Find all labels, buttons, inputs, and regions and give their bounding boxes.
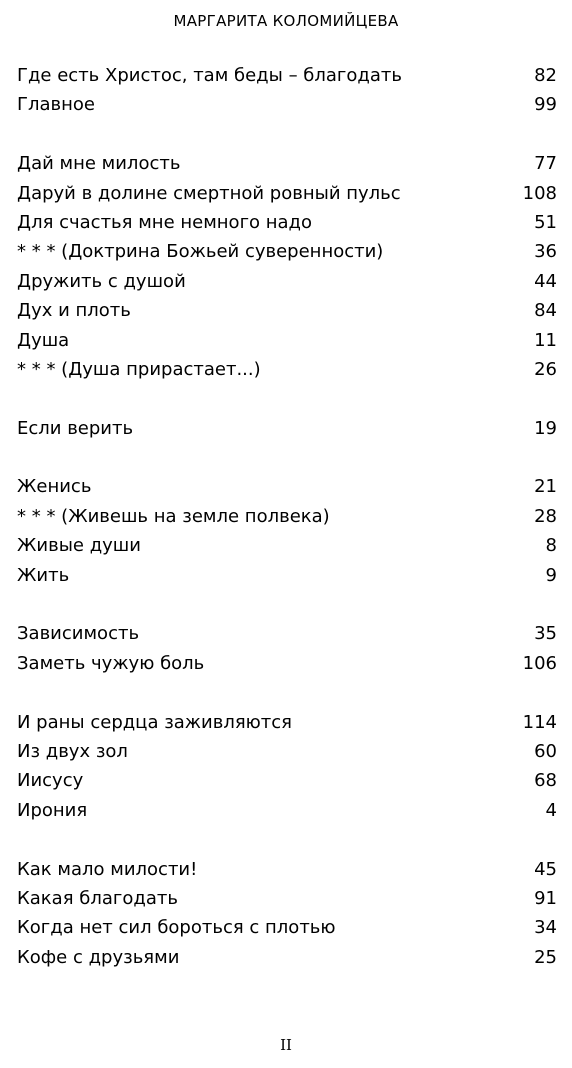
toc-group-spacer bbox=[17, 443, 557, 472]
toc-entry-title: Кофе с друзьями bbox=[17, 946, 180, 968]
toc-entry-title: Женись bbox=[17, 476, 92, 498]
toc-entry-title: Живые души bbox=[17, 535, 141, 557]
toc-entry bbox=[17, 237, 557, 266]
toc-entry bbox=[17, 855, 557, 884]
toc-entry-title: * * * (Живешь на земле полвека) bbox=[17, 505, 330, 527]
toc-entry-title: Зависимость bbox=[17, 623, 140, 645]
toc-group-spacer bbox=[17, 678, 557, 707]
toc-entry bbox=[17, 796, 557, 825]
toc-entry-page: 51 bbox=[534, 211, 557, 233]
toc-entry bbox=[17, 561, 557, 590]
toc-entry-title: Дружить с душой bbox=[17, 270, 186, 292]
toc-entry-page: 106 bbox=[522, 652, 557, 674]
toc-entry-title: Даруй в долине смертной ровный пульс bbox=[17, 182, 401, 204]
toc-entry-title: Иисусу bbox=[17, 770, 84, 792]
toc-entry-title: Какая благодать bbox=[17, 887, 178, 909]
toc-entry bbox=[17, 884, 557, 913]
toc-entry bbox=[17, 766, 557, 795]
toc-entry-title: И раны сердца заживляются bbox=[17, 711, 293, 733]
toc-entry bbox=[17, 619, 557, 648]
toc-entry-title: Дай мне милость bbox=[17, 153, 181, 175]
toc-entry bbox=[17, 502, 557, 531]
toc-group-spacer bbox=[17, 825, 557, 854]
toc-entry-page: 35 bbox=[534, 623, 557, 645]
toc-entry bbox=[17, 149, 557, 178]
toc-entry-title: Главное bbox=[17, 94, 95, 116]
toc-entry bbox=[17, 708, 557, 737]
toc-entry-page: 28 bbox=[534, 505, 557, 527]
toc-entry bbox=[17, 414, 557, 443]
toc-entry bbox=[17, 531, 557, 560]
toc-entry-page: 25 bbox=[534, 946, 557, 968]
toc-entry-page: 44 bbox=[534, 270, 557, 292]
toc-entry-page: 36 bbox=[534, 241, 557, 263]
toc-entry-page: 8 bbox=[545, 535, 557, 557]
toc-entry bbox=[17, 179, 557, 208]
toc-entry-page: 77 bbox=[534, 153, 557, 175]
toc-group-spacer bbox=[17, 120, 557, 149]
toc-entry-title: Из двух зол bbox=[17, 740, 128, 762]
toc-entry-page: 9 bbox=[545, 564, 557, 586]
toc-entry bbox=[17, 296, 557, 325]
toc-entry bbox=[17, 355, 557, 384]
toc-entry bbox=[17, 267, 557, 296]
toc-entry bbox=[17, 208, 557, 237]
toc-group-spacer bbox=[17, 384, 557, 413]
toc-entry bbox=[17, 737, 557, 766]
toc-entry bbox=[17, 913, 557, 942]
toc-entry-title: Заметь чужую боль bbox=[17, 652, 205, 674]
toc-entry-page: 114 bbox=[522, 711, 557, 733]
toc-entry-page: 108 bbox=[522, 182, 557, 204]
toc-entry-title: Когда нет сил бороться с плотью bbox=[17, 917, 336, 939]
running-header-author: МАРГАРИТА КОЛОМИЙЦЕВА bbox=[173, 12, 399, 30]
toc-entry-title: * * * (Душа прирастает...) bbox=[17, 358, 261, 380]
toc-entry bbox=[17, 90, 557, 119]
toc-entry bbox=[17, 649, 557, 678]
toc-entry-page: 26 bbox=[534, 358, 557, 380]
toc-entry-title: Если верить bbox=[17, 417, 134, 439]
toc-entry-title: Душа bbox=[17, 329, 70, 351]
toc-entry-page: 82 bbox=[534, 65, 557, 86]
toc-entry-title: Для счастья мне немного надо bbox=[17, 211, 313, 233]
toc-entry-page: 68 bbox=[534, 770, 557, 792]
toc-group-spacer bbox=[17, 590, 557, 619]
toc-entry-page: 91 bbox=[534, 887, 557, 909]
toc-entry-title: Жить bbox=[17, 564, 70, 586]
toc-entry-page: 34 bbox=[534, 917, 557, 939]
table-of-contents bbox=[17, 61, 557, 972]
toc-entry bbox=[17, 472, 557, 501]
toc-entry-title: Где есть Христос, там беды – благодать bbox=[17, 65, 402, 86]
toc-entry-page: 4 bbox=[545, 799, 557, 821]
toc-entry-title: Как мало милости! bbox=[17, 858, 198, 880]
toc-entry bbox=[17, 61, 557, 90]
toc-entry-page: 11 bbox=[534, 329, 557, 351]
page-number: II bbox=[280, 1036, 292, 1054]
toc-entry-page: 19 bbox=[534, 417, 557, 439]
toc-entry-page: 99 bbox=[534, 94, 557, 116]
toc-entry bbox=[17, 326, 557, 355]
toc-entry-page: 84 bbox=[534, 300, 557, 322]
toc-entry-title: Дух и плоть bbox=[17, 300, 131, 322]
toc-entry-title: * * * (Доктрина Божьей суверенности) bbox=[17, 241, 384, 263]
toc-entry-page: 60 bbox=[534, 740, 557, 762]
toc-entry bbox=[17, 943, 557, 972]
toc-entry-page: 21 bbox=[534, 476, 557, 498]
toc-entry-page: 45 bbox=[534, 858, 557, 880]
toc-entry-title: Ирония bbox=[17, 799, 88, 821]
